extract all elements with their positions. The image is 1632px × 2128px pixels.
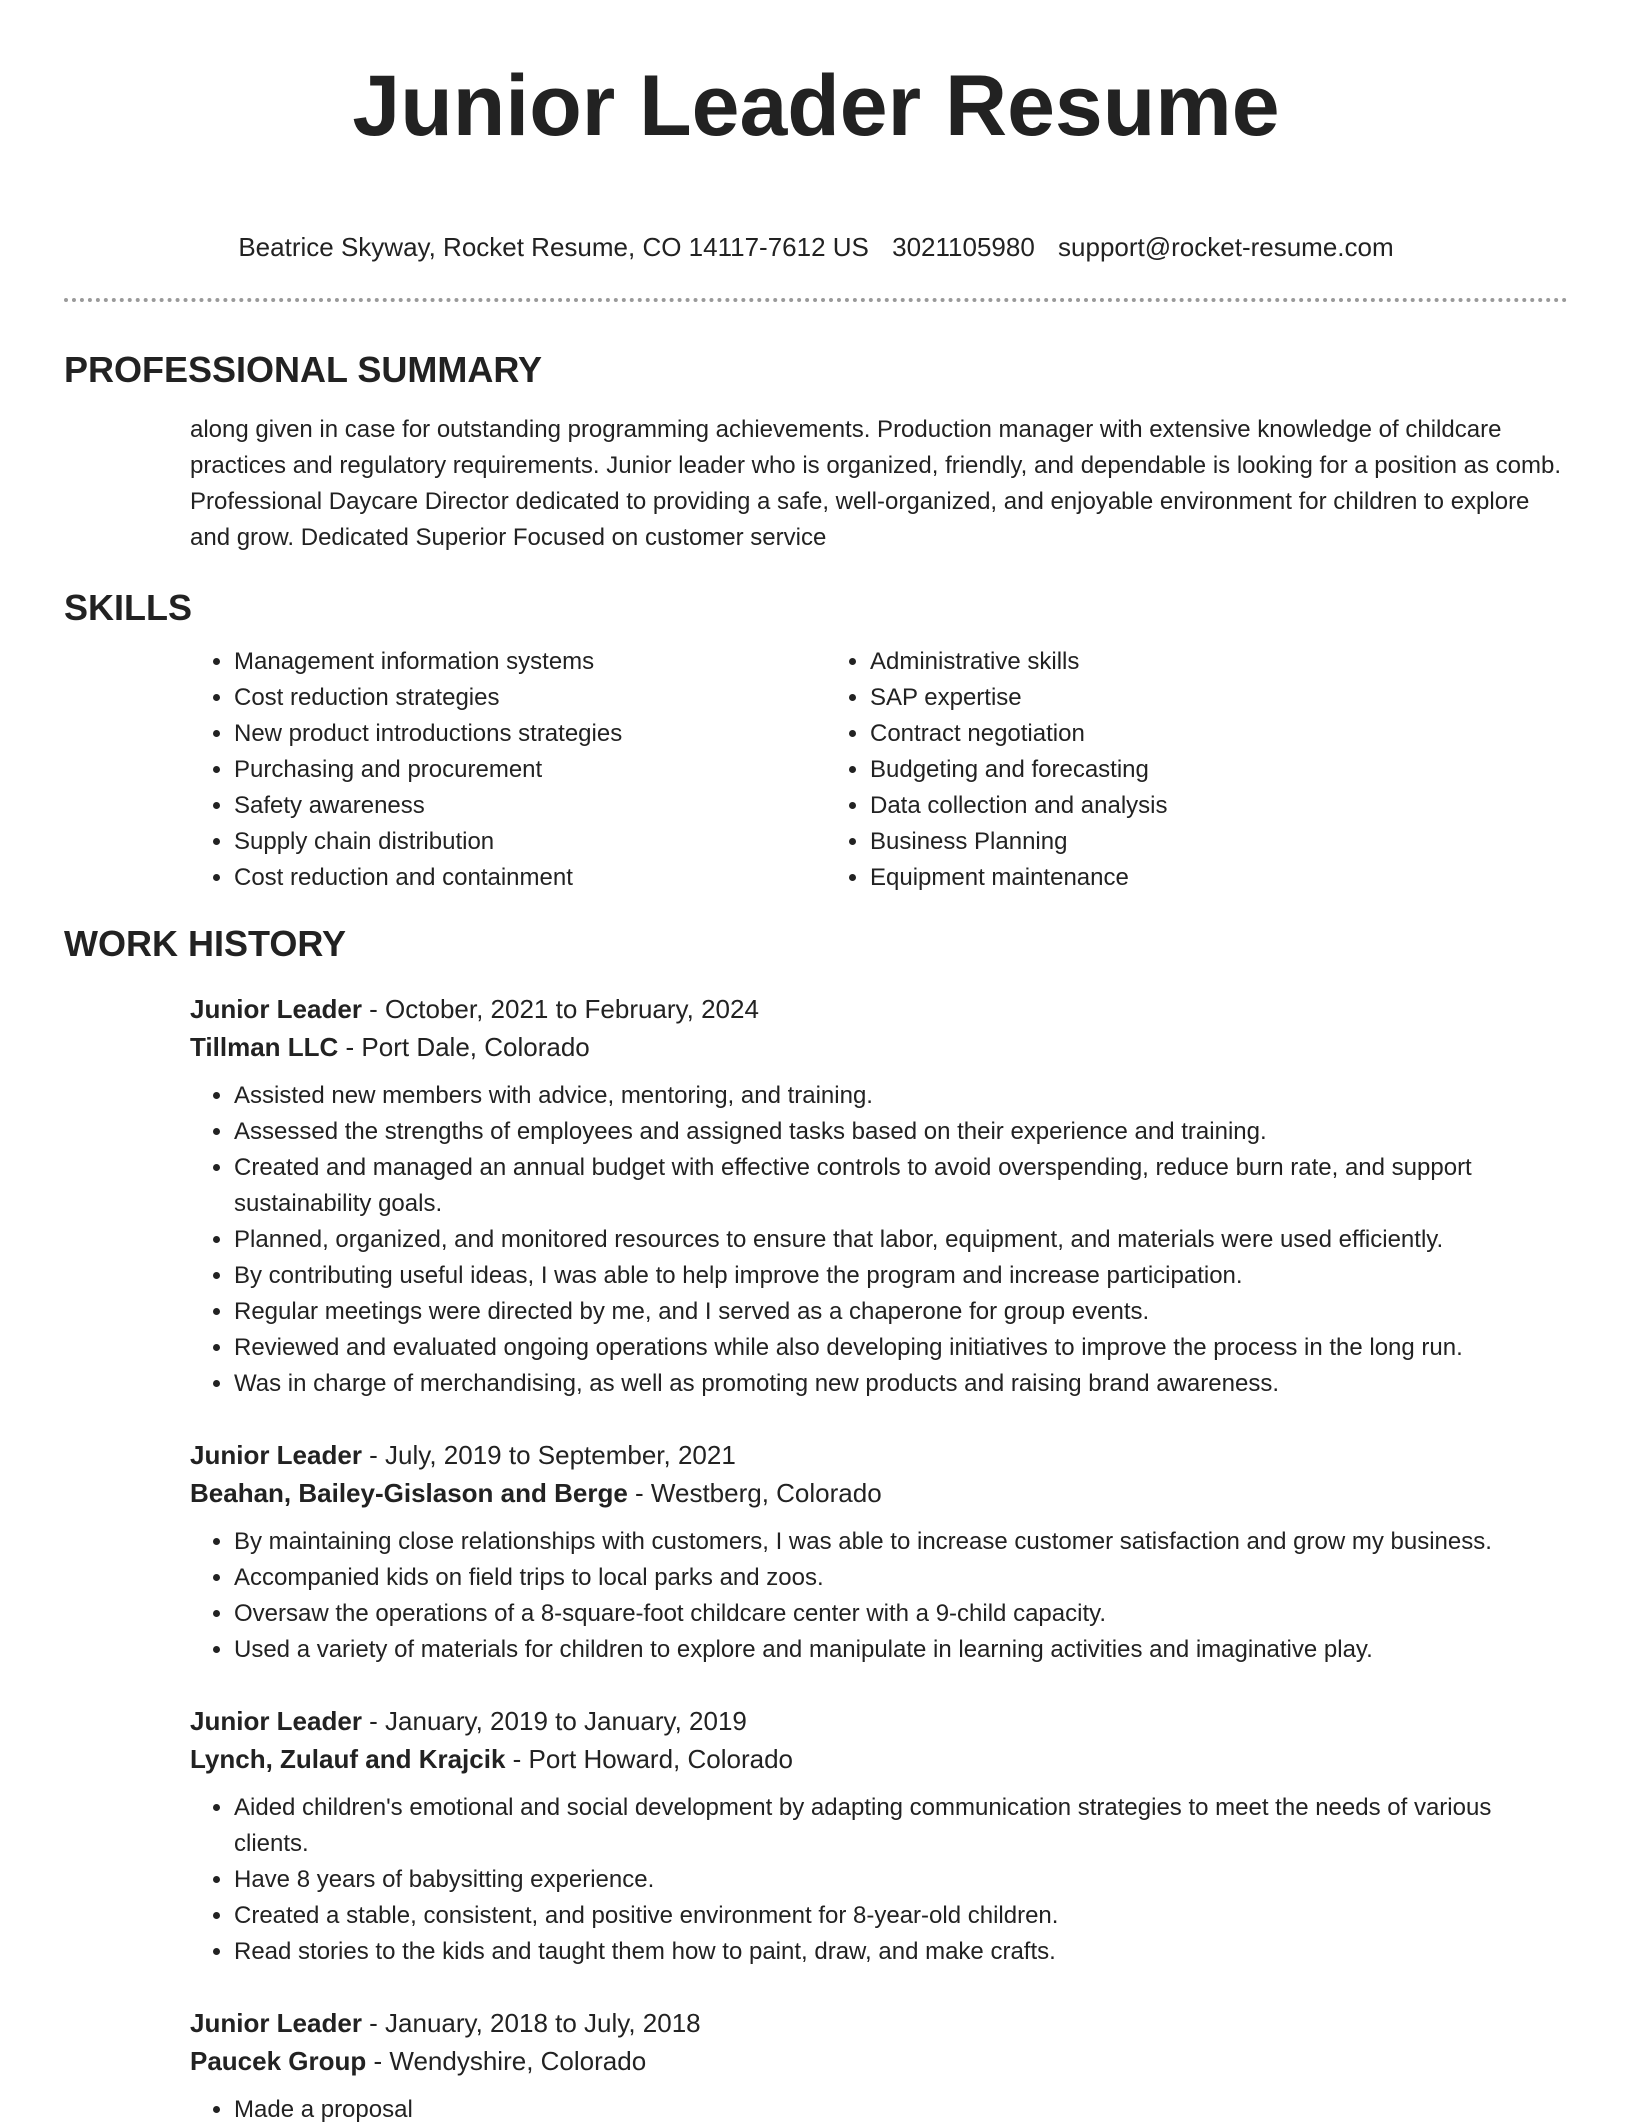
skill-item: • New product introductions strategies <box>234 716 826 752</box>
job-title-line <box>190 990 1568 1028</box>
skill-item: • Purchasing and procurement <box>234 752 826 788</box>
job-bullet: • Assisted new members with advice, mentoring, and training. <box>234 1078 1568 1114</box>
skill-item: • Data collection and analysis <box>870 788 1168 824</box>
contact-email: support@rocket-resume.com <box>1058 232 1394 262</box>
job-dates: - October, 2021 to February, 2024 <box>361 994 759 1024</box>
header-divider <box>64 298 1568 302</box>
skill-item: • SAP expertise <box>870 680 1168 716</box>
job-company-line <box>190 1474 1568 1512</box>
job-title-line <box>190 1436 1568 1474</box>
job-title: Junior Leader <box>190 1440 362 1470</box>
skill-item: • Equipment maintenance <box>870 860 1168 896</box>
job-title: Junior Leader <box>190 994 362 1024</box>
job-bullet: • Accompanied kids on field trips to local parks and zoos. <box>234 1560 1568 1596</box>
job-location: - Port Howard, Colorado <box>505 1744 793 1774</box>
contact-phone: 3021105980 <box>892 232 1035 262</box>
job-bullet: • Have 8 years of babysitting experience. <box>234 1862 1568 1898</box>
contact-line <box>64 230 1568 264</box>
job-title: Junior Leader <box>190 1706 362 1736</box>
job-bullet: • Assessed the strengths of employees and assigned tasks based on their experience and training. <box>234 1114 1568 1150</box>
job-dates: - January, 2019 to January, 2019 <box>361 1706 747 1736</box>
job-bullet-list <box>190 1790 1568 1970</box>
job-location: - Port Dale, Colorado <box>338 1032 590 1062</box>
job-company: Paucek Group <box>190 2046 367 2076</box>
job-entry <box>190 1436 1568 1668</box>
job-company: Beahan, Bailey-Gislason and Berge <box>190 1478 628 1508</box>
skill-item: • Cost reduction and containment <box>234 860 826 896</box>
job-bullet-list <box>190 2092 1568 2128</box>
job-dates: - January, 2018 to July, 2018 <box>361 2008 701 2038</box>
job-bullet: • Oversaw the operations of a 8-square-foot childcare center with a 9-child capacity. <box>234 1596 1568 1632</box>
job-bullet: • Planned, organized, and monitored resources to ensure that labor, equipment, and materials were used efficiently. <box>234 1222 1568 1258</box>
work-history-heading: WORK HISTORY <box>64 923 347 964</box>
skills-column-right <box>826 644 1168 896</box>
job-bullet: • Reviewed and evaluated ongoing operations while also developing initiatives to improve the process in the long run. <box>234 1330 1568 1366</box>
job-entry <box>190 1702 1568 1970</box>
job-location: - Wendyshire, Colorado <box>366 2046 647 2076</box>
job-bullet: • Read stories to the kids and taught them how to paint, draw, and make crafts. <box>234 1934 1568 1970</box>
skill-item: • Business Planning <box>870 824 1168 860</box>
job-entry <box>190 2004 1568 2128</box>
job-bullet-list <box>190 1078 1568 1402</box>
job-company-line <box>190 1028 1568 1066</box>
skill-item: • Cost reduction strategies <box>234 680 826 716</box>
job-bullet: • Was in charge of merchandising, as well as promoting new products and raising brand awareness. <box>234 1366 1568 1402</box>
job-bullet: • Created a stable, consistent, and positive environment for 8-year-old children. <box>234 1898 1568 1934</box>
skill-item: • Contract negotiation <box>870 716 1168 752</box>
summary-text: along given in case for outstanding programming achievements. Production manager with extensive knowledge of childcare practices and regulatory requirements. Junior leader who is organized, friendly, and dependable is looking for a position as comb. Professional Daycare Director dedicated to providing a safe, well-organized, and enjoyable environment for children to explore and grow. Dedicated Superior Focused on customer service <box>190 416 1561 551</box>
job-dates: - July, 2019 to September, 2021 <box>361 1440 736 1470</box>
job-bullet: • By contributing useful ideas, I was able to help improve the program and increase participation. <box>234 1258 1568 1294</box>
skill-item: • Safety awareness <box>234 788 826 824</box>
job-bullet: • By maintaining close relationships with customers, I was able to increase customer satisfaction and grow my business. <box>234 1524 1568 1560</box>
job-entry <box>190 990 1568 1402</box>
skills-column-left <box>190 644 826 896</box>
job-company: Tillman LLC <box>190 1032 339 1062</box>
job-location: - Westberg, Colorado <box>627 1478 882 1508</box>
skill-item: • Administrative skills <box>870 644 1168 680</box>
job-company-line <box>190 1740 1568 1778</box>
job-title: Junior Leader <box>190 2008 362 2038</box>
job-bullet: • Regular meetings were directed by me, and I served as a chaperone for group events. <box>234 1294 1568 1330</box>
job-bullet-list <box>190 1524 1568 1668</box>
job-bullet: • Aided children's emotional and social development by adapting communication strategies to meet the needs of various clients. <box>234 1790 1568 1862</box>
resume-title: Junior Leader Resume <box>352 58 1280 154</box>
summary-heading: PROFESSIONAL SUMMARY <box>64 349 543 390</box>
job-title-line <box>190 1702 1568 1740</box>
skills-heading: SKILLS <box>64 587 193 628</box>
job-bullet: • Created and managed an annual budget with effective controls to avoid overspending, reduce burn rate, and support sustainability goals. <box>234 1150 1568 1222</box>
contact-address: Beatrice Skyway, Rocket Resume, CO 14117-7612 US <box>238 232 869 262</box>
job-company-line <box>190 2042 1568 2080</box>
job-company: Lynch, Zulauf and Krajcik <box>190 1744 506 1774</box>
skill-item: • Management information systems <box>234 644 826 680</box>
job-title-line <box>190 2004 1568 2042</box>
job-bullet: • Used a variety of materials for children to explore and manipulate in learning activities and imaginative play. <box>234 1632 1568 1668</box>
job-bullet: • Made a proposal <box>234 2092 1568 2128</box>
skill-item: • Budgeting and forecasting <box>870 752 1168 788</box>
skill-item: • Supply chain distribution <box>234 824 826 860</box>
skills-list <box>190 644 1568 896</box>
